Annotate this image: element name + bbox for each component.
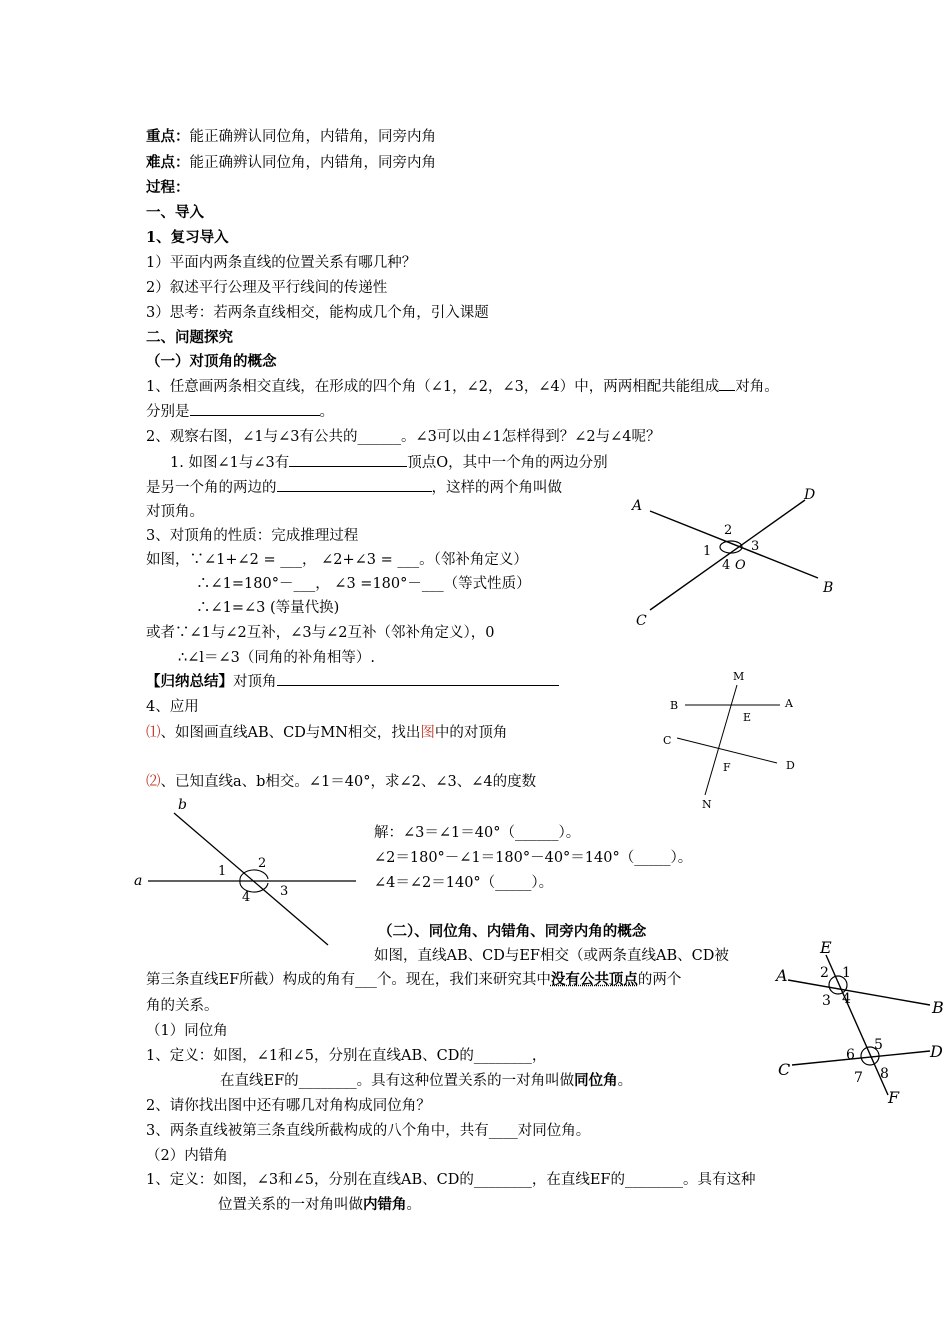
fig3-angle-3: 3	[280, 884, 289, 899]
proof-1: 如图，∵∠1+∠2 = ___， ∠2+∠3 = ___。（邻补角定义）	[146, 552, 528, 568]
fig4-label-f: F	[888, 1088, 900, 1107]
fig1-label-a: A	[632, 498, 643, 514]
intro-3: 角的关系。	[146, 998, 219, 1014]
fig4-angle-5: 5	[874, 1037, 883, 1053]
part1-title: （一）对顶角的概念	[146, 353, 277, 370]
fig4-angle-1: 1	[842, 965, 851, 981]
alternate-def-b: 位置关系的一对角叫做内错角。	[218, 1196, 421, 1213]
corresponding-q3: 3、两条直线被第三条直线所截构成的八个角中，共有____对同位角。	[146, 1123, 591, 1139]
fig1-angle-1: 1	[703, 544, 712, 559]
vertical-angles-figure	[620, 478, 840, 633]
para-3a: 1. 如图∠1与∠3有 顶点O，其中一个角的两边分别	[170, 455, 608, 471]
corresponding-title: （1）同位角	[146, 1023, 228, 1039]
fig2-label-b: B	[670, 699, 679, 712]
fig1-angle-3: 3	[751, 539, 760, 554]
fig2-label-d: D	[786, 759, 795, 772]
three-lines-figure	[655, 665, 810, 815]
fig1-label-o: O	[735, 558, 746, 573]
question-1: 1）平面内两条直线的位置关系有哪几种？	[146, 255, 417, 271]
fig2-label-m: M	[733, 670, 745, 683]
fig3-label-a: a	[134, 873, 143, 889]
intro-2: 第三条直线EF所截）构成的角有___个。现在，我们来研究其中没有公共顶点的两个	[146, 971, 682, 988]
intro-1: 如图，直线AB、CD与EF相交（或两条直线AB、CD被	[374, 948, 729, 964]
section1-sub: 1、复习导入	[146, 229, 229, 246]
lines-ab-figure	[128, 795, 363, 953]
fig4-label-b: B	[932, 998, 944, 1017]
question-3: 3）思考：若两条直线相交，能构成几个角，引入课题	[146, 305, 489, 321]
para-3c: 对顶角。	[146, 504, 204, 520]
proof-3: ∴∠1=∠3 (等量代换)	[196, 600, 340, 616]
para-2: 2、观察右图，∠1与∠3有公共的______。∠3可以由∠1怎样得到？∠2与∠4呢？	[146, 429, 661, 445]
fig3-label-b: b	[178, 797, 187, 813]
para-1a: 1、任意画两条相交直线，在形成的四个角（∠1，∠2，∠3，∠4）中，两两相配共能组成 对角。	[146, 379, 779, 395]
fig4-label-d: D	[930, 1042, 943, 1061]
para-1b: 分别是 。	[146, 404, 334, 420]
fig2-label-e: E	[743, 711, 752, 724]
summary: 【归纳总结】对顶角	[146, 672, 559, 692]
fig3-angle-4: 4	[242, 890, 251, 905]
fig4-angle-6: 6	[846, 1047, 855, 1063]
fig2-label-a: A	[785, 697, 793, 710]
corresponding-def-a: 1、定义：如图，∠1和∠5，分别在直线AB、CD的________，	[146, 1048, 547, 1064]
proof-alt-1: 或者∵∠1与∠2互补，∠3与∠2互补（邻补角定义），0	[146, 625, 495, 641]
fig4-label-c: C	[778, 1060, 791, 1079]
difficulty-point: 难点：能正确辨认同位角，内错角，同旁内角	[146, 154, 436, 171]
fig4-angle-4: 4	[842, 991, 851, 1007]
alternate-title: （2）内错角	[146, 1148, 228, 1164]
fig1-label-b: B	[823, 580, 834, 596]
fig4-angle-7: 7	[854, 1070, 863, 1086]
fig3-angle-1: 1	[218, 864, 227, 879]
fig2-label-c: C	[663, 734, 672, 747]
corresponding-def-b: 在直线EF的________。具有这种位置关系的一对角叫做同位角。	[220, 1072, 633, 1089]
solution-1: 解：∠3＝∠1＝40°（______）。	[374, 825, 581, 841]
fig4-angle-2: 2	[820, 965, 829, 981]
para-3b: 是另一个角的两边的 ，这样的两个角叫做	[146, 480, 562, 496]
proof-alt-2: ∴∠l＝∠3（同角的补角相等）.	[178, 650, 375, 666]
process-label: 过程：	[146, 179, 190, 196]
fig1-angle-4: 4	[722, 558, 731, 573]
fig1-angle-2: 2	[724, 523, 733, 538]
fig4-label-e: E	[820, 938, 832, 957]
alternate-def-a: 1、定义：如图，∠3和∠5，分别在直线AB、CD的________，在直线EF的________。具有这种	[146, 1172, 756, 1188]
application-title: 4、应用	[146, 699, 199, 715]
question-2: 2）叙述平行公理及平行线间的传递性	[146, 280, 388, 296]
solution-3: ∠4＝∠2＝140°（_____）。	[374, 875, 554, 891]
section1-title: 一、导入	[146, 204, 204, 221]
fig2-label-n: N	[702, 798, 712, 811]
solution-2: ∠2＝180°－∠1＝180°－40°＝140°（_____）。	[374, 850, 693, 866]
fig4-angle-8: 8	[880, 1066, 889, 1082]
transversal-figure	[770, 935, 950, 1110]
section2-title: 二、问题探究	[146, 329, 233, 346]
application-1: ⑴、如图画直线AB、CD与MN相交，找出图中的对顶角	[146, 725, 508, 741]
key-point: 重点：能正确辨认同位角，内错角，同旁内角	[146, 128, 436, 145]
fig4-label-a: A	[776, 966, 788, 985]
part2-title: （二）、同位角、内错角、同旁内角的概念	[378, 923, 647, 940]
proof-2: ∴∠1=180°－___， ∠3 =180°－___（等式性质）	[196, 576, 531, 592]
fig3-angle-2: 2	[258, 856, 267, 871]
fig1-label-c: C	[636, 613, 647, 629]
application-2: ⑵、已知直线a、b相交。∠1＝40°，求∠2、∠3、∠4的度数	[146, 774, 537, 790]
property-title: 3、对顶角的性质：完成推理过程	[146, 528, 359, 544]
corresponding-q2: 2、请你找出图中还有哪几对角构成同位角？	[146, 1098, 431, 1114]
fig4-angle-3: 3	[822, 993, 831, 1009]
fig2-label-f: F	[723, 761, 731, 774]
fig1-label-d: D	[804, 487, 816, 503]
